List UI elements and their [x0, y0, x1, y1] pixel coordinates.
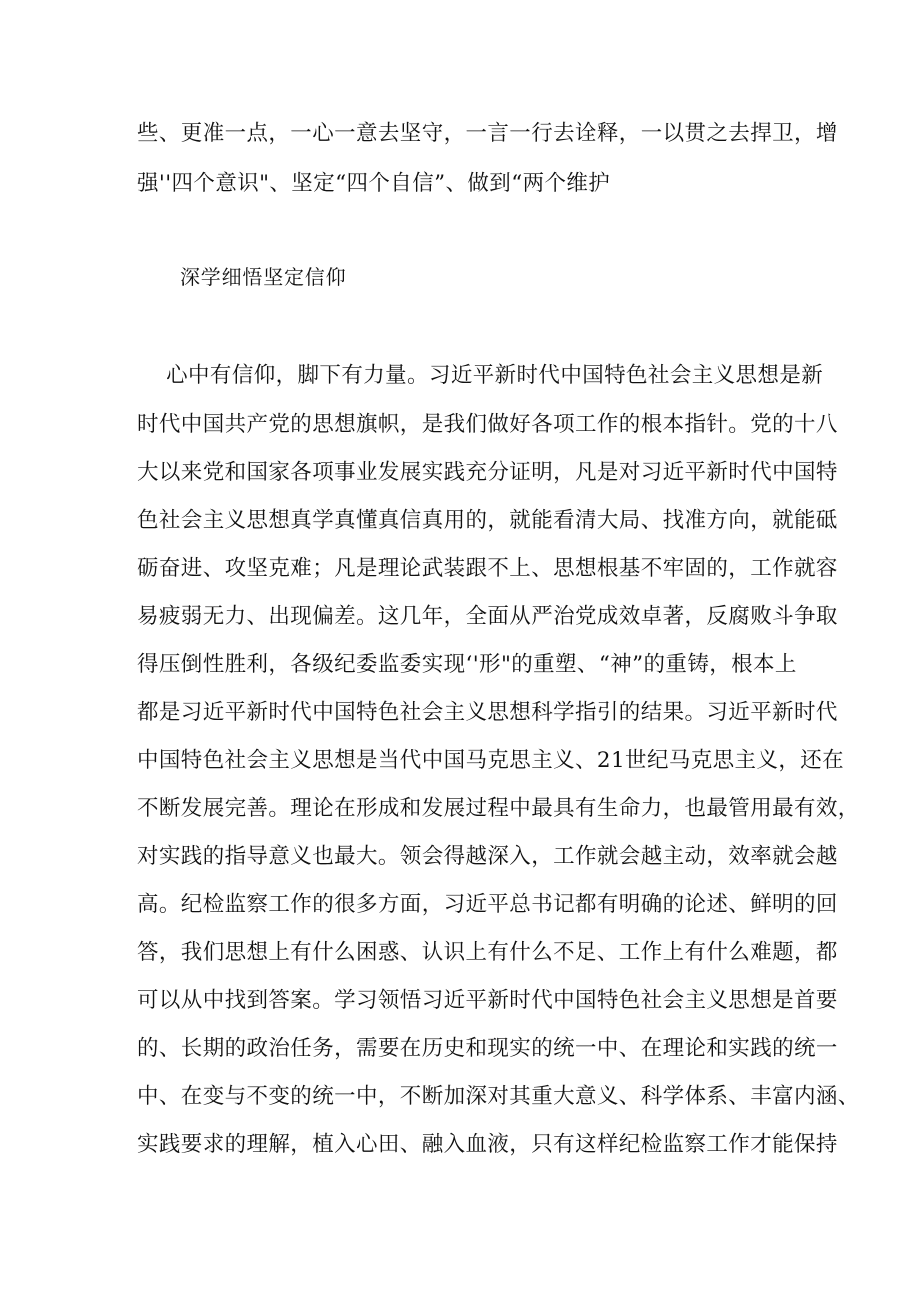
body-line-6: 易疲弱无力、出现偏差。这几年，全面从严治党成效卓著，反腐败斗争取 — [137, 604, 838, 629]
body-line-15: 的、长期的政治任务，需要在历史和现实的统一中、在理论和实践的统一 — [137, 1036, 838, 1061]
body-line-17: 实践要求的理解，植入心田、融入血液，只有这样纪检监察工作才能保持 — [137, 1132, 838, 1157]
body-line-7: 得压倒性胜利，各级纪委监委实现‘'形"的重塑、“神”的重铸，根本上 — [137, 652, 797, 677]
body-line-1: 心中有信仰，脚下有力量。习近平新时代中国特色社会主义思想是新 — [137, 363, 824, 388]
section-heading: 深学细悟坚定信仰 — [180, 265, 347, 289]
body-line-8: 都是习近平新时代中国特色社会主义思想科学指引的结果。习近平新时代 — [137, 700, 838, 725]
body-line-9: 中国特色社会主义思想是当代中国马克思主义、21世纪马克思主义，还在 — [137, 748, 845, 773]
intro-line-2: 强''四个意识"、坚定“四个自信”、做到“两个维护 — [137, 171, 611, 196]
intro-line-1: 些、更准一点，一心一意去坚守，一言一行去诠释，一以贯之去捍卫，增 — [137, 121, 838, 146]
body-line-10: 不断发展完善。理论在形成和发展过程中最具有生命力，也最管用最有效， — [137, 796, 860, 821]
body-line-14: 可以从中找到答案。学习领悟习近平新时代中国特色社会主义思想是首要 — [137, 988, 838, 1013]
body-line-13: 答，我们思想上有什么困惑、认识上有什么不足、工作上有什么难题，都 — [137, 940, 838, 965]
body-line-16: 中、在变与不变的统一中，不断加深对其重大意义、科学体系、丰富内涵、 — [137, 1084, 860, 1109]
body-line-11: 对实践的指导意义也最大。领会得越深入，工作就会越主动，效率就会越 — [137, 844, 838, 869]
body-line-4: 色社会主义思想真学真懂真信真用的，就能看清大局、找准方向，就能砥 — [137, 508, 838, 533]
body-line-5: 砺奋进、攻坚克难；凡是理论武装跟不上、思想根基不牢固的，工作就容 — [137, 556, 838, 581]
body-line-2: 时代中国共产党的思想旗帜，是我们做好各项工作的根本指针。党的十八 — [137, 412, 838, 437]
body-line-3: 大以来党和国家各项事业发展实践充分证明，凡是对习近平新时代中国特 — [137, 460, 838, 485]
body-line-12: 高。纪检监察工作的很多方面，习近平总书记都有明确的论述、鲜明的回 — [137, 892, 838, 917]
